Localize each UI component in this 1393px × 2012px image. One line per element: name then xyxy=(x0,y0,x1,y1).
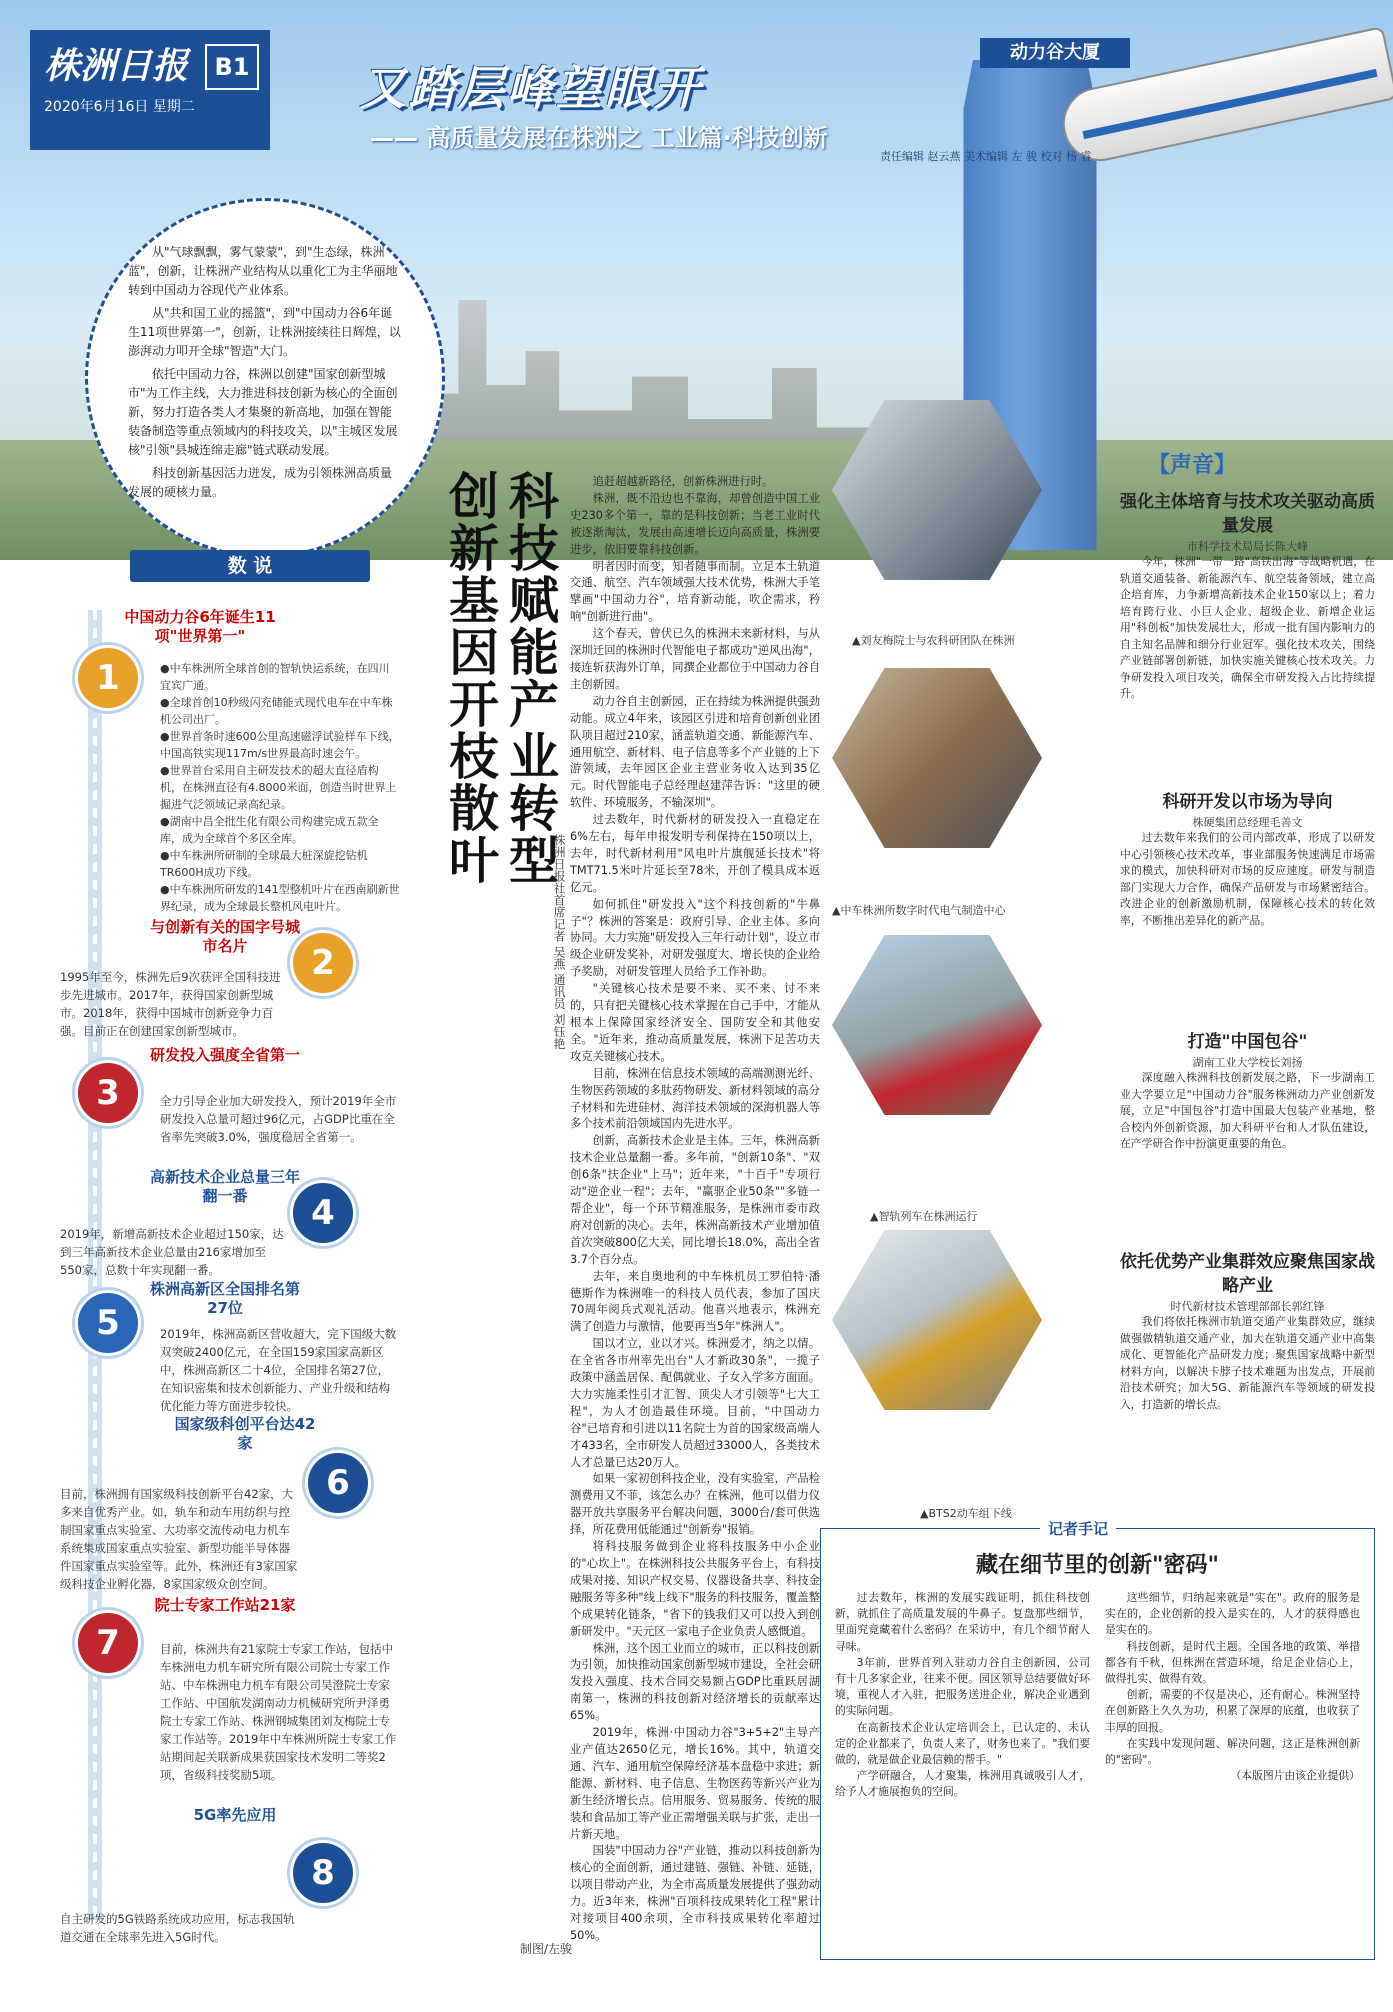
article-paragraph: 2019年，株洲·中国动力谷"3+5+2"主导产业产值达2650亿元，增长16%。其中，轨道交通、汽车、通用航空保障经济基本盘稳中求进；新能源、新材料、电子信息、生物医药等新兴产业为新生经济增长点。信用服务、贸易服务、传统的服装和食品加工等产业正需增强关联与扩张，走出一片新天地。 xyxy=(570,1726,820,1841)
voice-paragraph: 深度融入株洲科技创新发展之路，下一步湖南工业大学要立足"中国动力谷"服务株洲动力产业创新发展，立足"中国包谷"打造中国最大包装产业基地，整合校内外创新资源，加大科研平台和人才队伍建设，在产学研合作中扮演更重要的角色。 xyxy=(1120,1071,1375,1150)
stat-text-5: 2019年，株洲高新区营收超大，完下国级大数双突破2400亿元，在全国159家国家高新区中，株洲高新区二十4位，全国排名第27位，在知识密集和技术创新能力、产业升级和结构优化能力等方面进步较快。 xyxy=(160,1327,397,1413)
intro-paragraph: 从"共和国工业的摇篮"，到"中国动力谷6年诞生11项世界第一"，创新，让株洲接续往日辉煌，以澎湃动力叩开全球"智造"大门。 xyxy=(128,306,401,358)
voices-header: 【声音】 xyxy=(1148,453,1237,478)
article-paragraph: 国装"中国动力谷"产业链，推动以科技创新为核心的全面创新，通过建链、强链、补链、延链，以项目带动产业，为全市高质量发展提供了强劲动力。近3年来，株洲"百项科技成果转化工程"累计对接项目400余项，全市科技成果转化率超过50%。 xyxy=(570,1844,820,1942)
photo-caption: ▲智轨列车在株洲运行 xyxy=(870,1210,978,1223)
voice-title: 强化主体培育与技术攻关驱动高质量发展 xyxy=(1120,492,1375,536)
stat-1-list xyxy=(160,660,400,915)
note-paragraph: 过去数年，株洲的发展实践证明，抓住科技创新，就抓住了高质量发展的牛鼻子。复盘那些细节，里面究竟藏着什么密码？在采访中，有几个细节耐人寻味。 xyxy=(835,1591,1090,1653)
voice-text xyxy=(1120,1070,1375,1153)
photo-bts2-train xyxy=(832,1230,1042,1410)
data-section-header: 数 说 xyxy=(130,550,370,582)
graphic-credit: 制图/左骏 xyxy=(520,1942,573,1956)
stat-text-4: 2019年，新增高新技术企业超过150家，达到三年高新技术企业总量由216家增加至550家，总数十年实现翻一番。 xyxy=(60,1227,284,1277)
stat-text-2: 1995年至今，株洲先后9次获评全国科技进步先进城市。2017年，获得国家创新型城市。2018年，获得中国城市创新竞争力百强。目前正在创建国家创新型城市。 xyxy=(60,970,281,1038)
stat-label-2: 与创新有关的国字号城市名片 xyxy=(150,918,301,955)
article-paragraph: 如果一家初创科技企业，没有实验室，产品检测费用又不菲，该怎么办？在株洲，他可以借力仪器开放共享服务平台解决问题，3000台/套可供选择，所花费用低能通过"创新券"报销。 xyxy=(570,1472,820,1537)
voice-4 xyxy=(1120,1250,1375,1413)
stat-label-6: 国家级科创平台达42家 xyxy=(174,1415,316,1452)
stat-number-8: 8 xyxy=(290,1840,356,1906)
article-paragraph: 目前，株洲在信息技术领域的高端测测光纤、生物医药领域的多肽药物研发、新材料领域的高分子材料和先进硅材、海洋技术领域的深海机器人等多个技术前沿领域国内先进水平。 xyxy=(570,1066,820,1131)
intro-paragraph: 从"气球飘飘，雾气蒙蒙"，到"生态绿，株洲蓝"，创新，让株洲产业结构从以重化工为主华丽地转到中国动力谷现代产业体系。 xyxy=(128,245,398,297)
stat-text-6: 目前，株洲拥有国家级科技创新平台42家，大多来自优秀产业。如，轨车和动车用纺织与控制国家重点实验室、大功率交流传动电力机车系统集成国家重点实验室、新型功能半导体器件国家重点实验室等。此外，株洲还有3家国家级科技企业孵化器，8家国家级众创空间。 xyxy=(60,1487,298,1591)
article-paragraph: 去年，来自奥地利的中车株机员工罗伯特·潘德斯作为株洲唯一的科技人员代表，参加了国庆70周年阅兵式观礼活动。他喜兴地表示，株洲充满了创造力与激情，他要再当5年"株洲人"。 xyxy=(570,1269,820,1334)
stat-label-7: 院士专家工作站21家 xyxy=(154,1596,296,1614)
voice-title: 打造"中国包谷" xyxy=(1187,1032,1308,1052)
photo-caption: ▲BTS2动车组下线 xyxy=(920,1507,1012,1520)
voice-author: 时代新材技术管理部部长郭红锋 xyxy=(1170,1300,1325,1313)
voice-author: 湖南工业大学校长刘扬 xyxy=(1192,1056,1303,1069)
article-paragraph: 过去数年，时代新材的研发投入一直稳定在6%左右，每年申报发明专利保持在150项以上，去年，时代新材利用"风电叶片旗舰延长技术"将TMT71.5米叶片延长至78米，开创了模具成本返亿元。 xyxy=(570,813,820,894)
headline-line-2: 科技赋能产业转型 xyxy=(501,470,559,886)
stat-label-3: 研发投入强度全省第一 xyxy=(150,1046,301,1064)
article-paragraph: 株洲，这个因工业而立的城市，正以科技创新为引领，加快推动国家创新型城市建设，全社会研发投入强度、技术合同交易额占GDP比重跃居湖南第一，株洲的科技创新对经济增长的贡献率达65%。 xyxy=(570,1641,820,1723)
voice-title: 依托优势产业集群效应聚焦国家战略产业 xyxy=(1120,1252,1375,1296)
stat-number-5: 5 xyxy=(75,1290,141,1356)
page-title: 又踏层峰望眼开 xyxy=(360,61,703,115)
voice-text xyxy=(1120,830,1375,929)
list-item: ●湖南中昌全批生化有限公司构建完成五款全库，成为全球首个多区全库。 xyxy=(160,815,379,845)
note-paragraph: 创新，需要的不仅是决心，还有耐心。株洲坚持在创新路上久久为功，积累了深厚的底蕴，也收获了丰厚的回报。 xyxy=(1105,1688,1360,1734)
headline-line-1: 创新基因开枝散叶 xyxy=(441,470,499,886)
intro-paragraph: 科技创新基因活力迸发，成为引领株洲高质量发展的硬核力量。 xyxy=(128,466,393,499)
stat-label-4: 高新技术企业总量三年翻一番 xyxy=(150,1168,301,1205)
voice-1 xyxy=(1120,490,1375,703)
list-item: ●中车株洲所研制的全球最大桩深旋挖钻机TR600H成功下线。 xyxy=(160,849,368,879)
note-paragraph: 3年前，世界首列入驻动力谷自主创新园，公司有十几多家企业，往来不便。园区领导总结要做好环境，重视人才入驻，把服务送进企业，解决企业遇到的实际问题。 xyxy=(835,1655,1090,1718)
intro-paragraph: 依托中国动力谷，株洲以创建"国家创新型城市"为工作主线，大力推进科技创新为核心的全面创新，努力打造各类人才集聚的新高地，加强在智能装备制造等重点领域内的科技攻关，以"主城区发展核"引领"县城连绵走廊"链式联动发展。 xyxy=(128,367,398,457)
voice-2 xyxy=(1120,790,1375,929)
voice-title: 科研开发以市场为导向 xyxy=(1162,792,1333,812)
reporter-note-tag: 记者手记 xyxy=(1040,1518,1116,1539)
article-body xyxy=(570,474,820,1945)
page-subtitle: —— 高质量发展在株洲之 工业篇·科技创新 xyxy=(370,124,828,152)
stat-number-4: 4 xyxy=(290,1180,356,1246)
newspaper-logo: 株洲日报 xyxy=(44,45,189,87)
page-number: B1 xyxy=(205,44,259,90)
article-paragraph: 动力谷自主创新园，正在持续为株洲提供强劲动能。成立4年来，该园区引进和培育创新创业团队项目超过210家，涵盖轨道交通、新能源汽车、通用航空、新材料、电子信息等多个产业链的上下游领域，去年园区企业主营业务收入达到35亿元。时代智能电子总经理赵建萍告诉："这里的硬软件、环境服务，不输深圳"。 xyxy=(570,694,820,810)
note-paragraph: 科技创新，是时代主题。全国各地的政策、举措都各有千秋，但株洲在营造环境，给足企业信心上，做得扎实、做得有效。 xyxy=(1105,1639,1360,1686)
photo-caption: ▲刘友梅院士与农科研团队在株洲 xyxy=(852,634,1015,647)
article-paragraph: 追赶超越新路径，创新株洲进行时。 xyxy=(592,475,774,488)
article-paragraph: 将科技服务做到企业将科技服务中小企业的"心坎上"。在株洲科技公共服务平台上，有科技成果对接、知识产权交易、仪器设备共享、科技金融服务等多种"线上线下"服务的科技服务，覆盖整个成果转化链条，"省下的钱我们又可以投入到创新研发中。"天元区一家电子企业负责人感慨道。 xyxy=(570,1540,820,1638)
note-paragraph: 在高新技术企业认定培训会上，已认定的、未认定的企业都来了，负责人来了，财务也来了。"我们要做的，就是做企业最信赖的帮手。" xyxy=(835,1720,1090,1767)
voice-paragraph: 过去数年来我们的公司内部改革，形成了以研发中心引领核心技术改革，事业部服务快速满足市场需求的模式，加快科研对市场的反应速度。研发与制造部门实现大力合作，确保产品研发与市场紧密结合。改进企业的创新激励机制，保障核心技术的转化效率，不断推出差异化的新产品。 xyxy=(1120,831,1375,927)
voice-paragraph: 今年，株洲"一带一路"高铁出海"等战略机遇，在轨道交通装备、新能源汽车、航空装备领域，建立高企培育库，力争新增高新技术企业150家以上；着力培育跨行业、小巨人企业、超级企业、新增企业运用"科创板"加快发展壮大，形成一批有国内影响力的自主知名品牌和细分行业冠军。强化技术攻关，围绕产业链部署创新链，加快实施关键核心技术攻关。力争研发投入项目攻关，确保全市研发投入占比持续提升。 xyxy=(1120,555,1375,700)
article-paragraph: 创新，高新技术企业是主体。三年，株洲高新技术企业总量翻一番。多年前，"创新10条"、"双创6条"扶企业"上马"；近年来，"十百千"专项行动"逆企业一程"；去年，"赢驱企业50条""多链一帮企业"，每一个环节精准服务，是株洲市委市政府对创新的决心。去年，株洲高新技术产业增加值首次突破800亿大关，同比增长18.0%，高出全省3.7个百分点。 xyxy=(570,1134,820,1266)
photo-factory xyxy=(832,668,1042,848)
article-paragraph: 如何抓住"研发投入"这个科技创新的"牛鼻子"？株洲的答案是：政府引导、企业主体、多向协同。大力实施"研发投入三年行动计划"，设立市级企业研发奖补，对研发强度大、增长快的企业给予奖励，对研发管理人员给予工作补助。 xyxy=(570,897,820,979)
building-sign: 动力谷大厦 xyxy=(980,38,1130,68)
note-paragraph: 在实践中发现问题、解决问题，这正是株洲创新的"密码"。 xyxy=(1105,1736,1360,1767)
voice-text xyxy=(1120,1314,1375,1413)
list-item: ●世界首条时速600公里高速磁浮试验样车下线，中国高铁实现117m/s世界最高时速会午。 xyxy=(160,730,400,760)
stat-number-7: 7 xyxy=(75,1610,141,1676)
photo-smart-rail xyxy=(832,935,1042,1115)
article-paragraph: 这个春天，曾伏已久的株洲未来新材料，与从深圳迁回的株洲时代智能电子都成功"逆风出海"，接连斩获海外订单，同撰企业都位于中国动力谷自主创新园。 xyxy=(570,627,820,691)
stat-number-1: 1 xyxy=(75,645,141,711)
note-paragraph: （本版图片由该企业提供） xyxy=(1230,1769,1360,1783)
byline: 株洲日报社首席记者 吴燕 通讯员 刘钰艳 xyxy=(552,834,566,1050)
stat-number-3: 3 xyxy=(75,1060,141,1126)
list-item: ●全球首创10秒级闪充储能式现代电车在中车株机公司出厂。 xyxy=(160,696,393,726)
stat-label-1: 中国动力谷6年诞生11项"世界第一" xyxy=(124,608,276,645)
editor-credits: 责任编辑 赵云燕 美术编辑 左 骏 校对 杨 睿 xyxy=(880,150,1092,163)
intro-circle xyxy=(85,198,445,558)
article-paragraph: "关键核心技术是要不来、买不来、讨不来的，只有把关键核心技术掌握在自己手中，才能从根本上保障国家经济安全、国防安全和其他安全。"近年来，推动高质量发展，株洲下足苦功夫攻克关键核心技术。 xyxy=(570,982,820,1063)
reporter-note-col-2 xyxy=(1105,1590,1360,1784)
article-paragraph: 国以才立，业以才兴。株洲爱才，纳之以情。在全省各市州率先出台"人才新政30条"，一揽子政策中涵盖居保、配偶就业、子女入学多方面面。大力实施柔性引才汇智、顶尖人才引领等"七大工程"，为人才创造最佳环境。目前，"中国动力谷"已培育和引进以11名院士为首的国家级高端人才433名，全市研发人员超过33000人，各类技术人才总量已达20万人。 xyxy=(570,1337,820,1469)
list-item: ●中车株洲所研发的141型整机叶片在西南刷新世界纪录，成为全球最长整机风电叶片。 xyxy=(160,883,400,913)
issue-date: 2020年6月16日 星期二 xyxy=(44,99,195,115)
note-paragraph: 这些细节，归纳起来就是"实在"。政府的服务是实在的，企业创新的投入是实在的，人才的获得感也是实在的。 xyxy=(1105,1591,1360,1637)
article-paragraph: 明者因时而变，知者随事而制。立足本土轨道交通、航空、汽车领域强大技术优势，株洲大手笔擘画"中国动力谷"，培育新动能，吹企需求，矜响"创新进行曲"。 xyxy=(570,559,820,624)
stat-number-2: 2 xyxy=(290,930,356,996)
voice-3 xyxy=(1120,1030,1375,1153)
photo-caption: ▲中车株洲所数字时代电气制造中心 xyxy=(832,904,1006,917)
note-paragraph: 产学研融合，人才聚集，株洲用真诚吸引人才，给予人才施展抱负的空间。 xyxy=(835,1769,1090,1799)
voice-author: 株硬集团总经理毛善文 xyxy=(1192,816,1303,829)
stat-text-8: 自主研发的5G铁路系统成功应用，标志我国轨道交通在全球率先进入5G时代。 xyxy=(60,1912,295,1944)
reporter-note-title: 藏在细节里的创新"密码" xyxy=(976,1553,1219,1578)
stat-label-8: 5G率先应用 xyxy=(193,1806,277,1824)
voice-paragraph: 我们将依托株洲市轨道交通产业集群效应，继续做强做精轨道交通产业，加大在轨道交通产业中高集成化、更智能化产品研发力度；聚焦国家战略中新型材料方向，以解决卡脖子技术难题为出发点，开展前沿技术研究；加大5G、新能源汽车等领域的研发投入，打造新的增长点。 xyxy=(1120,1315,1375,1411)
list-item: ●中车株洲所全球首创的智轨快运系统，在四川宜宾广通。 xyxy=(160,662,390,692)
stat-label-5: 株洲高新区全国排名第27位 xyxy=(150,1280,301,1317)
voice-author: 市科学技术局局长陈大峰 xyxy=(1187,540,1308,553)
list-item: ●世界首台采用自主研发技术的超大直径盾构机，在株洲直径有4.8000米面，创造当时世界上掘进气泛领域记录高纪录。 xyxy=(160,764,397,811)
reporter-note-col-1 xyxy=(835,1590,1090,1801)
stat-text-3: 全力引导企业加大研发投入，预计2019年全市研发投入总量可超过96亿元，占GDP比重在全省率先突破3.0%，强度稳居全省第一。 xyxy=(160,1094,397,1144)
stat-text-7: 目前，株洲共有21家院士专家工作站，包括中车株洲电力机车研究所有限公司院士专家工作站、中车株洲电力机车有限公司吴澄院士专家工作站、中国航发湖南动力机械研究所尹泽勇院士专家工作站、株洲钢城集团刘友梅院士专家工作站等。2019年中车株洲所院士专家工作站期间起关联新成果获国家技术发明二等奖2项，省级科技奖励5项。 xyxy=(160,1642,397,1782)
voice-text xyxy=(1120,554,1375,703)
article-paragraph: 株洲，既不沿边也不靠海，却曾创造中国工业史230多个第一，靠的是科技创新；当老工业时代被逐渐淘汰，发展由高速增长迈向高质量，株洲要进步，依旧要靠科技创新。 xyxy=(570,491,820,556)
stat-number-6: 6 xyxy=(305,1450,371,1516)
